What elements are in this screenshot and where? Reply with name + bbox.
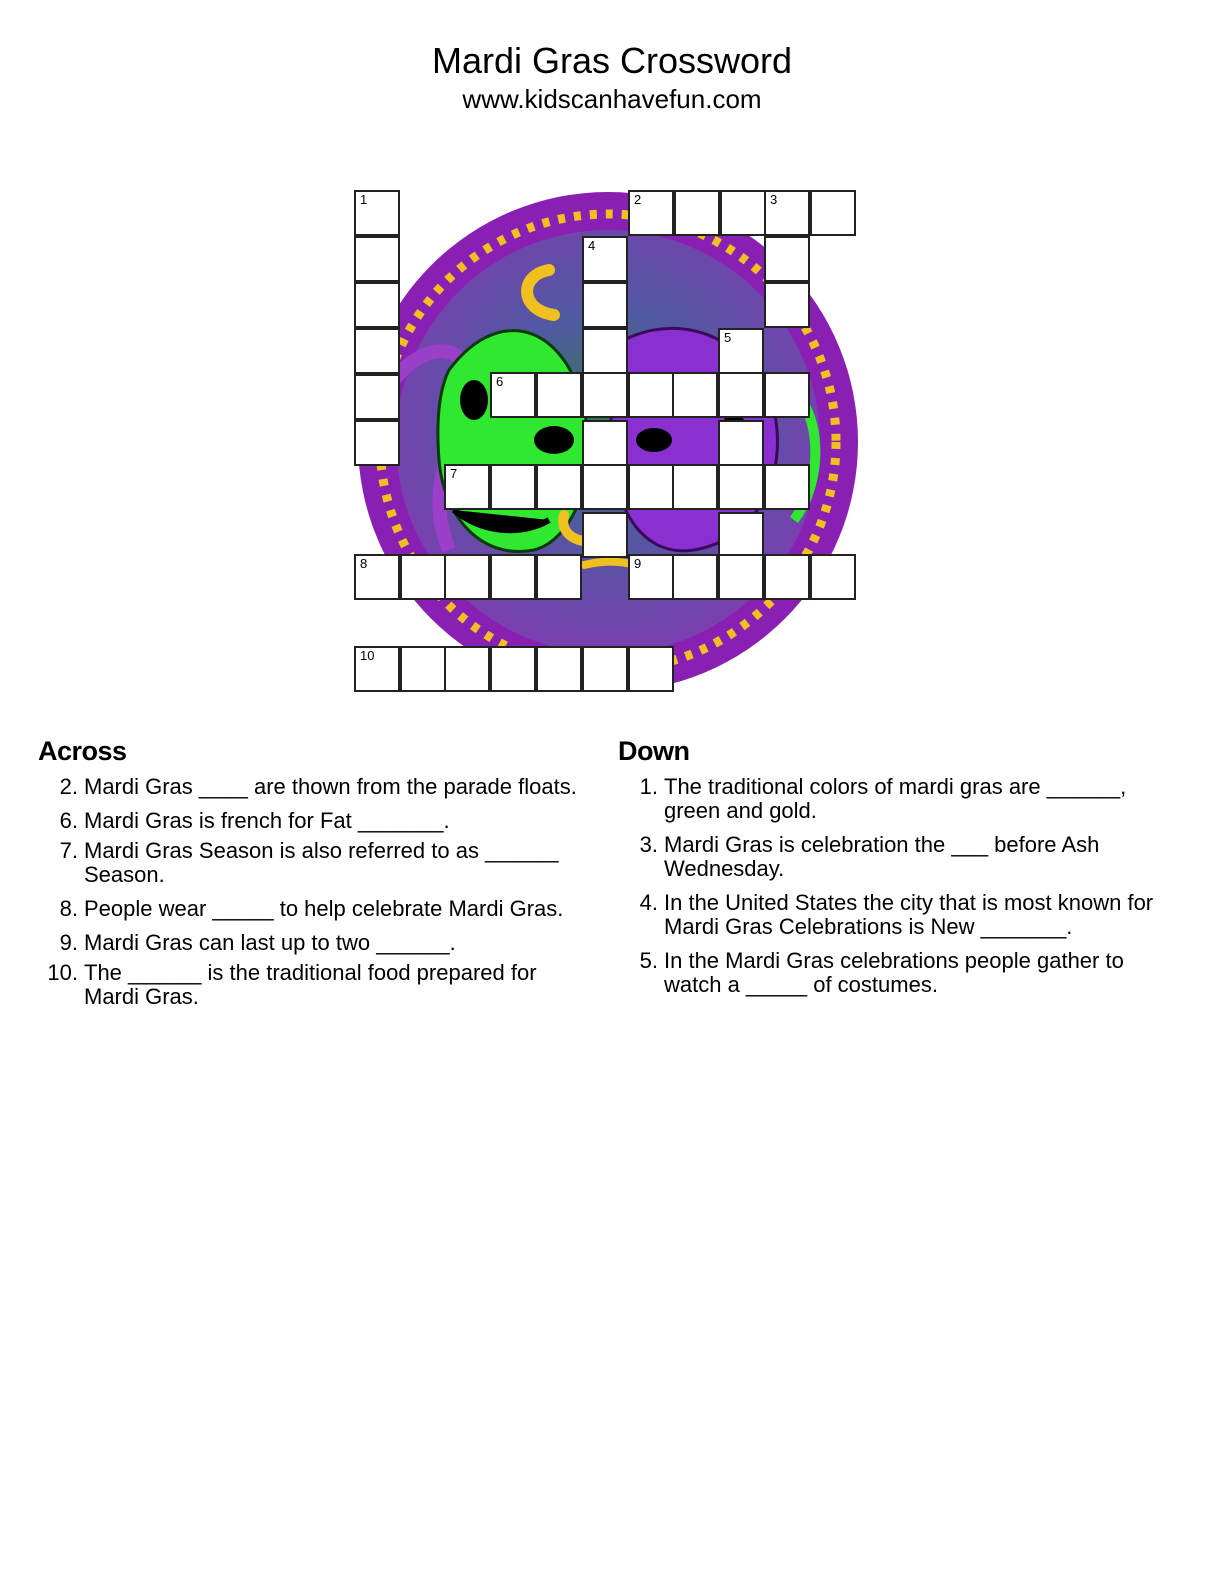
clue-item: 10. The ______ is the traditional food prepared for Mardi Gras. — [47, 960, 537, 1009]
grid-cell[interactable] — [490, 646, 536, 692]
clue-number: 8 — [360, 556, 368, 571]
grid-cell[interactable] — [718, 420, 764, 466]
grid-cell[interactable] — [718, 554, 764, 600]
grid-cell[interactable] — [810, 190, 856, 236]
grid-cell[interactable] — [354, 282, 400, 328]
across-heading: Across — [38, 736, 127, 766]
website-url: www.kidscanhavefun.com — [462, 84, 762, 114]
grid-cell[interactable] — [490, 554, 536, 600]
grid-cell[interactable] — [354, 554, 400, 600]
clue-item: 9. Mardi Gras can last up to two ______. — [59, 930, 456, 955]
grid-cell[interactable] — [764, 282, 810, 328]
grid-cell[interactable] — [764, 190, 810, 236]
grid-cell[interactable] — [354, 420, 400, 466]
grid-cell[interactable] — [628, 464, 674, 510]
grid-cell[interactable] — [354, 190, 400, 236]
grid-cell[interactable] — [582, 512, 628, 558]
grid-cell[interactable] — [764, 372, 810, 418]
grid-cell[interactable] — [718, 464, 764, 510]
grid-cell[interactable] — [582, 372, 628, 418]
grid-cell[interactable] — [718, 512, 764, 558]
grid-cell[interactable] — [536, 464, 582, 510]
grid-cell[interactable] — [490, 372, 536, 418]
grid-cell[interactable] — [628, 646, 674, 692]
grid-cell[interactable] — [354, 328, 400, 374]
down-clues — [618, 736, 1168, 1007]
grid-cell[interactable] — [810, 554, 856, 600]
clue-number: 4 — [588, 238, 596, 253]
grid-cell[interactable] — [672, 464, 718, 510]
grid-cell[interactable] — [444, 464, 490, 510]
grid-cell[interactable] — [582, 646, 628, 692]
grid-cell[interactable] — [536, 372, 582, 418]
clue-number: 7 — [450, 466, 458, 481]
grid-cell[interactable] — [674, 190, 720, 236]
grid-cell[interactable] — [628, 190, 674, 236]
grid-cell[interactable] — [672, 554, 718, 600]
clue-number: 6 — [496, 374, 504, 389]
clue-item: 6. Mardi Gras is french for Fat _______. — [59, 808, 450, 833]
clue-number: 3 — [770, 192, 778, 207]
clue-number: 2 — [634, 192, 642, 207]
grid-cell[interactable] — [354, 646, 400, 692]
grid-cell[interactable] — [718, 372, 764, 418]
grid-cell[interactable] — [672, 372, 718, 418]
grid-cell[interactable] — [582, 464, 628, 510]
crossword-grid — [354, 190, 858, 694]
grid-cell[interactable] — [400, 646, 446, 692]
clue-item: 2. Mardi Gras ____ are thown from the parade floats. — [59, 774, 577, 799]
clue-item: 3. Mardi Gras is celebration the ___ before Ash Wednesday. — [639, 832, 1100, 881]
grid-cell[interactable] — [354, 374, 400, 420]
grid-cell[interactable] — [444, 646, 490, 692]
clue-number: 1 — [360, 192, 368, 207]
grid-cell[interactable] — [764, 464, 810, 510]
clue-item: 8. People wear _____ to help celebrate Mardi Gras. — [59, 896, 564, 921]
grid-cell[interactable] — [354, 236, 400, 282]
grid-cell[interactable] — [764, 236, 810, 282]
page-title: Mardi Gras Crossword — [431, 40, 793, 81]
across-clues — [38, 736, 588, 1019]
grid-cell[interactable] — [582, 420, 628, 466]
grid-cell[interactable] — [400, 554, 446, 600]
clue-number: 5 — [724, 330, 732, 345]
down-heading: Down — [618, 736, 690, 766]
grid-cell[interactable] — [764, 554, 810, 600]
grid-cell[interactable] — [718, 328, 764, 374]
grid-cell[interactable] — [628, 372, 674, 418]
grid-cell[interactable] — [536, 554, 582, 600]
grid-cell[interactable] — [628, 554, 674, 600]
grid-cell[interactable] — [444, 554, 490, 600]
clue-item: 4. In the United States the city that is most known for Mardi Gras Celebrations is New _______. — [639, 890, 1154, 939]
grid-cell[interactable] — [582, 328, 628, 374]
grid-cell[interactable] — [536, 646, 582, 692]
grid-cell[interactable] — [720, 190, 766, 236]
clue-item: 7. Mardi Gras Season is also referred to as ______ Season. — [59, 838, 559, 887]
clue-item: 1. The traditional colors of mardi gras are ______, green and gold. — [639, 774, 1127, 823]
grid-cell[interactable] — [490, 464, 536, 510]
clue-number: 9 — [634, 556, 642, 571]
grid-cell[interactable] — [582, 282, 628, 328]
clue-item: 5. In the Mardi Gras celebrations people gather to watch a _____ of costumes. — [639, 948, 1124, 997]
grid-cell[interactable] — [582, 236, 628, 282]
clue-number: 10 — [360, 648, 375, 663]
